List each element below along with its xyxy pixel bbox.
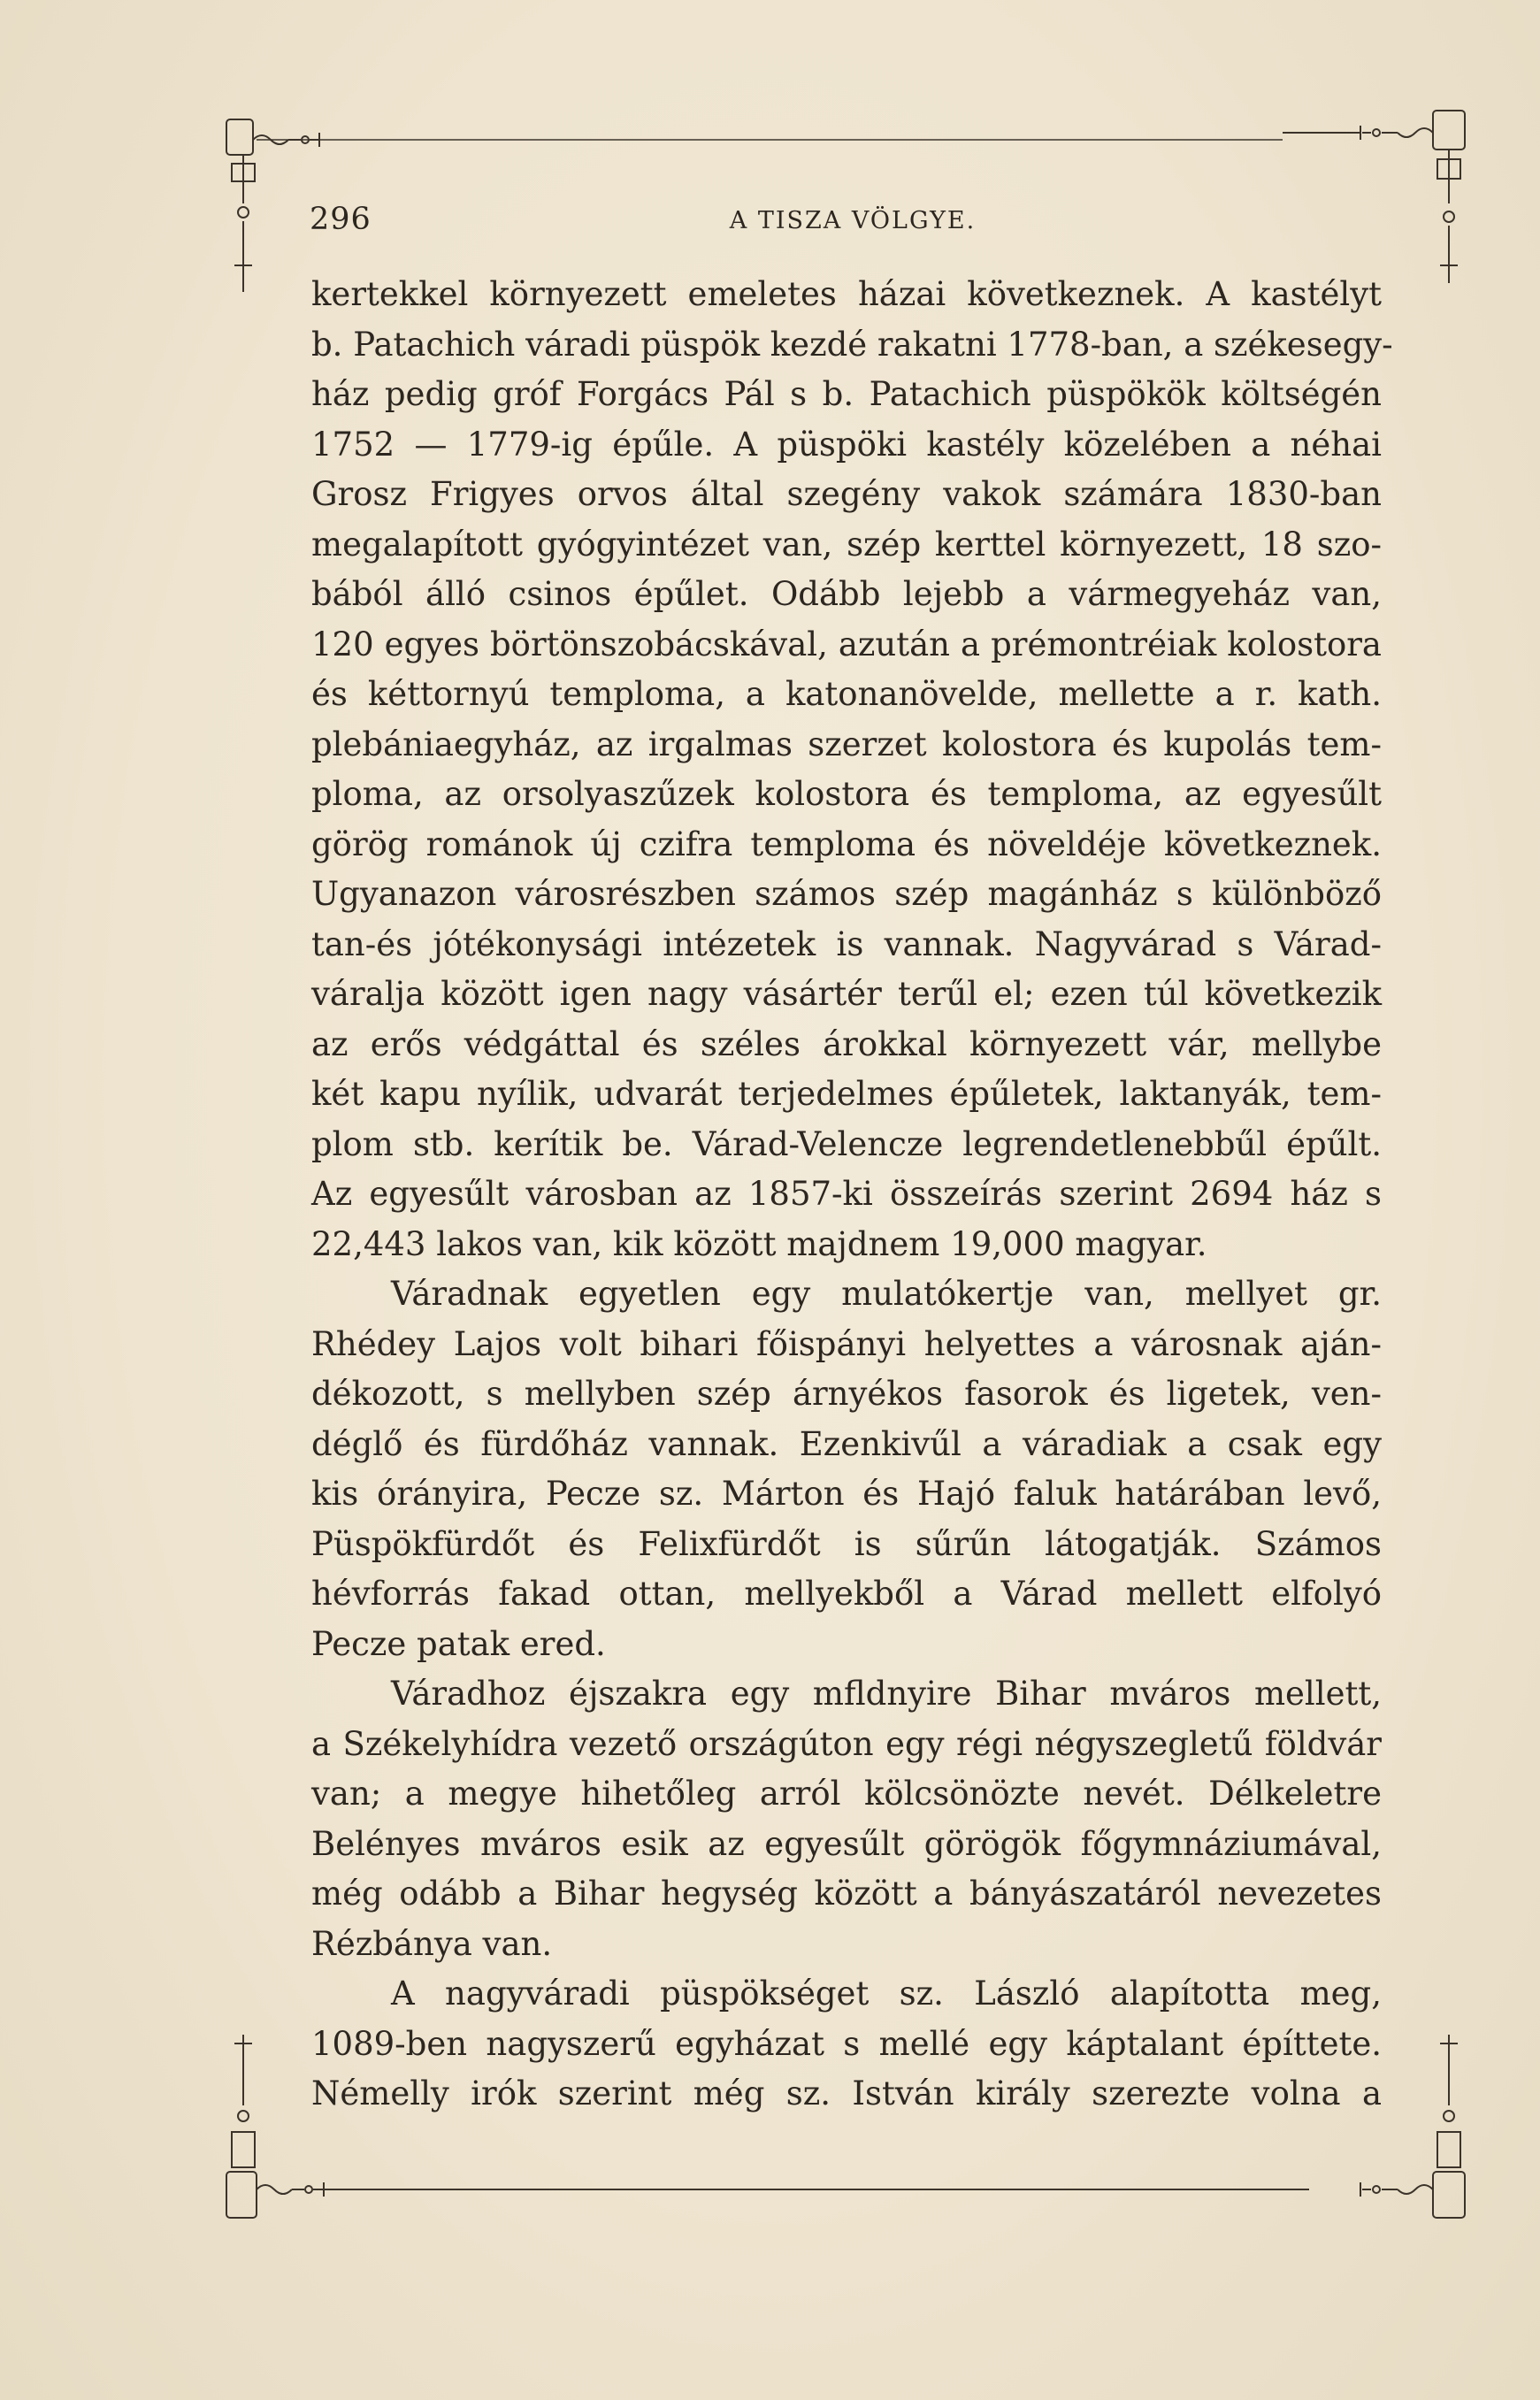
text-line: 1089-ben nagyszerű egyházat s mellé egy káptalant építtete. xyxy=(311,2024,1382,2063)
text-line: Pecze patak ered. xyxy=(311,1624,606,1663)
text-line: Ugyanazon városrészben számos szép magánház s különböző xyxy=(311,875,1382,913)
text-line: kertekkel környezett emeletes házai következnek. A kastélyt xyxy=(311,275,1382,313)
body-text xyxy=(311,270,1393,2120)
text-line: 22,443 lakos van, kik között majdnem 19,000 magyar. xyxy=(311,1224,1207,1263)
text-line: Rézbánya van. xyxy=(311,1924,553,1963)
text-line: plom stb. kerítik be. Várad-Velencze legrendetlenebbűl épűlt. xyxy=(311,1124,1382,1163)
text-line: Püspökfürdőt és Felixfürdőt is sűrűn látogatják. Számos xyxy=(311,1524,1382,1563)
text-line: megalapított gyógyintézet van, szép kerttel környezett, 18 szo- xyxy=(311,525,1382,564)
text-line: bából álló csinos épűlet. Odább lejebb a vármegyeház van, xyxy=(311,575,1382,613)
text-line: két kapu nyílik, udvarát terjedelmes épűletek, laktanyák, tem- xyxy=(311,1075,1382,1113)
text-line: Grosz Frigyes orvos által szegény vakok számára 1830-ban xyxy=(311,475,1382,513)
corner-ornament-top-left xyxy=(226,119,319,292)
text-line: ploma, az orsolyaszűzek kolostora és temploma, az egyesűlt xyxy=(311,775,1382,813)
text-line: van; a megye hihetőleg arról kölcsönözte nevét. Délkeletre xyxy=(311,1775,1382,1813)
text-line: Némelly irók szerint még sz. István király szerezte volna a xyxy=(311,2074,1382,2112)
text-line: Rhédey Lajos volt bihari főispányi helyettes a városnak aján- xyxy=(311,1324,1382,1363)
text-line: hévforrás fakad ottan, mellyekből a Várad mellett elfolyó xyxy=(311,1575,1382,1613)
text-line: Váradhoz éjszakra egy mfldnyire Bihar mváros mellett, xyxy=(391,1675,1382,1713)
text-line: váralja között igen nagy vásártér terűl el; ezen túl következik xyxy=(311,975,1382,1013)
running-head: A TISZA VÖLGYE. xyxy=(729,207,977,234)
text-line: A nagyváradi püspökséget sz. László alapította meg, xyxy=(391,1974,1382,2013)
text-line: b. Patachich váradi püspök kezdé rakatni 1778-ban, a székesegy- xyxy=(311,325,1393,364)
text-line: az erős védgáttal és széles árokkal környezett vár, mellybe xyxy=(311,1024,1382,1063)
text-line: Belényes mváros esik az egyesűlt görögök főgymnáziumával, xyxy=(311,1824,1382,1863)
text-line: Váradnak egyetlen egy mulatókertje van, mellyet gr. xyxy=(391,1275,1382,1313)
text-line: 1752 — 1779-ig épűle. A püspöki kastély közelében a néhai xyxy=(311,425,1382,464)
text-line: még odább a Bihar hegység között a bányászatáról nevezetes xyxy=(311,1875,1382,1913)
text-line: tan-és jótékonysági intézetek is vannak. Nagyvárad s Várad- xyxy=(311,924,1382,963)
text-line: ház pedig gróf Forgács Pál s b. Patachich püspökök költségén xyxy=(311,375,1382,413)
text-line: déglő és fürdőház vannak. Ezenkivűl a váradiak a csak egy xyxy=(311,1424,1382,1463)
text-line: és kéttornyú temploma, a katonanövelde, mellette a r. kath. xyxy=(311,675,1382,713)
text-line: Az egyesűlt városban az 1857-ki összeírás szerint 2694 ház s xyxy=(311,1175,1382,1213)
text-line: 120 egyes börtönszobácskával, azután a prémontréiak kolostora xyxy=(311,625,1382,663)
text-line: dékozott, s mellyben szép árnyékos fasorok és ligetek, ven- xyxy=(311,1375,1382,1413)
page-number: 296 xyxy=(310,202,372,237)
text-line: görög románok új czifra temploma és növeldéje következnek. xyxy=(311,824,1382,863)
page-header xyxy=(310,202,1389,255)
text-line: plebániaegyház, az irgalmas szerzet kolostora és kupolás tem- xyxy=(311,725,1382,763)
text-line: a Székelyhídra vezető országúton egy régi négyszegletű földvár xyxy=(311,1724,1382,1763)
corner-ornament-top-right xyxy=(1283,111,1465,283)
text-line: kis órányira, Pecze sz. Márton és Hajó faluk határában levő, xyxy=(311,1475,1382,1513)
